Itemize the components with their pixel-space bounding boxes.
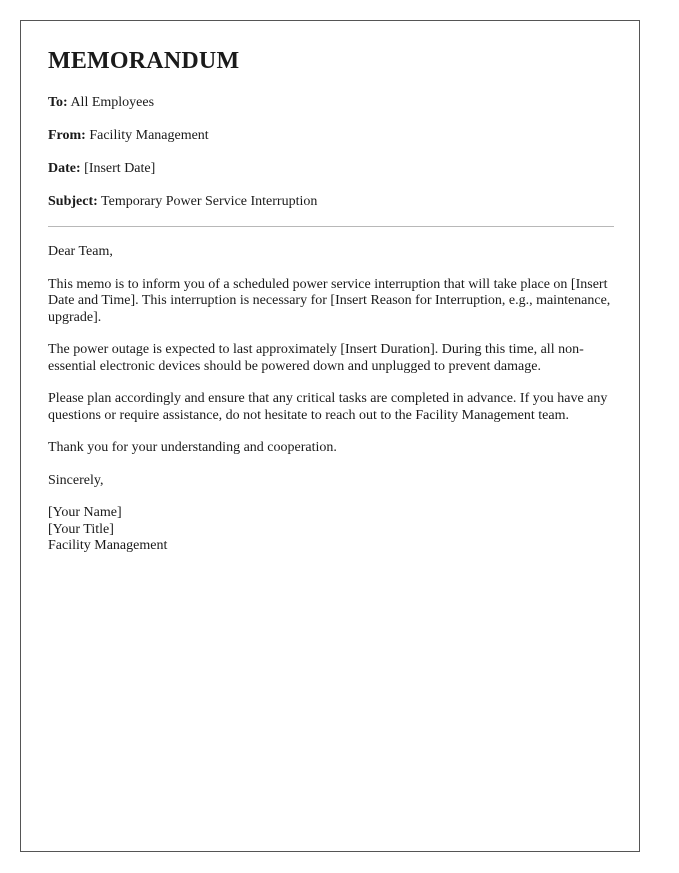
subject-line — [48, 193, 614, 210]
signature-name: [Your Name] — [48, 505, 122, 520]
date-line — [48, 160, 614, 177]
date-value: [Insert Date] — [80, 161, 156, 176]
memo-title: MEMORANDUM — [48, 48, 240, 74]
greeting: Dear Team, — [48, 244, 113, 259]
signature-title: [Your Title] — [48, 521, 114, 537]
from-label: From: — [48, 128, 86, 143]
memo-page — [20, 20, 640, 852]
paragraph-announcement: This memo is to inform you of a scheduled power service interruption that will take place on [Insert Date and Time]. This interruption is necessary for [Insert Reason for Interruption, e.g., maintenance, upgrade]. — [48, 276, 611, 325]
paragraph-instructions: Please plan accordingly and ensure that any critical tasks are completed in advance. If you have any questions or require assistance, do not hesitate to reach out to the Facility Management team. — [48, 391, 608, 423]
header-divider — [48, 226, 614, 227]
from-value: Facility Management — [85, 128, 209, 143]
closing: Sincerely, — [48, 472, 104, 488]
signature-block — [48, 505, 614, 555]
subject-label: Subject: — [48, 194, 98, 209]
to-value: All Employees — [67, 95, 155, 110]
paragraph-duration: The power outage is expected to last approximately [Insert Duration]. During this time, all non-essential electronic devices should be powered down and unplugged to prevent damage. — [48, 342, 584, 374]
to-line — [48, 94, 614, 111]
memo-content — [48, 47, 614, 555]
date-label: Date: — [48, 161, 81, 176]
signature-department: Facility Management — [48, 538, 168, 553]
from-line — [48, 127, 614, 144]
subject-value: Temporary Power Service Interruption — [97, 194, 318, 209]
to-label: To: — [48, 95, 68, 110]
paragraph-thanks: Thank you for your understanding and cooperation. — [48, 440, 337, 455]
